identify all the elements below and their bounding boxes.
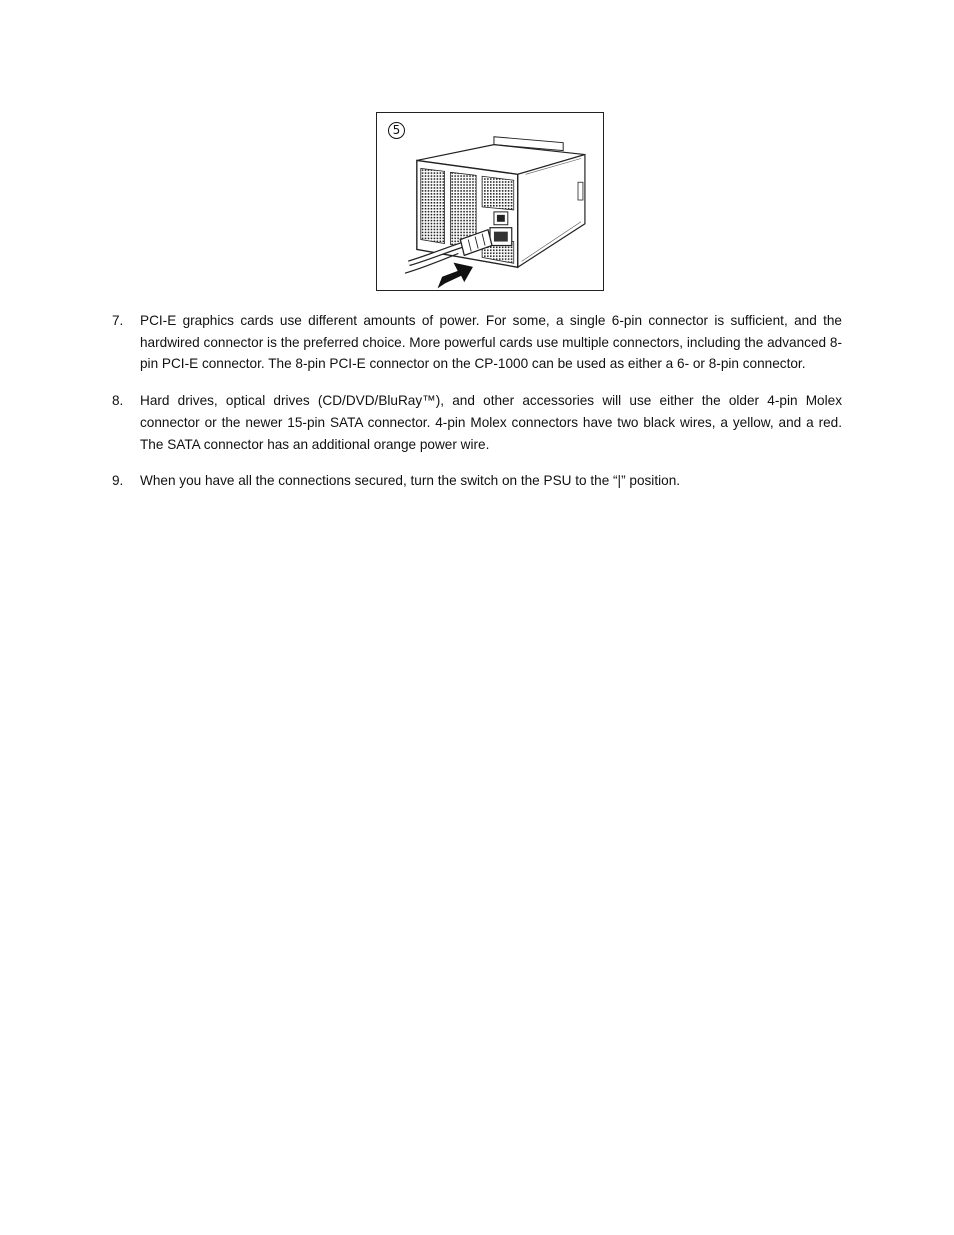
step-number: 7. — [112, 313, 124, 328]
psu-figure — [376, 112, 604, 291]
list-item — [112, 310, 842, 375]
insert-arrow-icon — [439, 263, 473, 287]
step-text: PCI-E graphics cards use different amounts of power. For some, a single 6-pin connector is sufficient, and the hardwired connector is the preferred choice. More powerful cards use multiple connectors, including the advanced 8-pin PCI-E connector. The 8-pin PCI-E connector on the CP-1000 can be used as either a 6- or 8-pin connector. — [140, 313, 842, 372]
step-number: 8. — [112, 393, 124, 409]
step-number: 9. — [112, 473, 124, 489]
step-text: Hard drives, optical drives (CD/DVD/BluRay™), and other accessories will use either the older 4-pin Molex connector or the newer 15-pin SATA connector. 4-pin Molex connectors have two black wires, a yellow, and a red. The SATA connector has an additional orange power wire. — [140, 393, 842, 452]
step-text: When you have all the connections secured, turn the switch on the PSU to the “|” position. — [140, 473, 681, 489]
step-number-badge: 5 — [388, 122, 405, 139]
power-supply-illustration — [377, 113, 603, 290]
instruction-list — [112, 310, 842, 492]
list-item — [112, 470, 842, 492]
list-item — [112, 390, 842, 455]
